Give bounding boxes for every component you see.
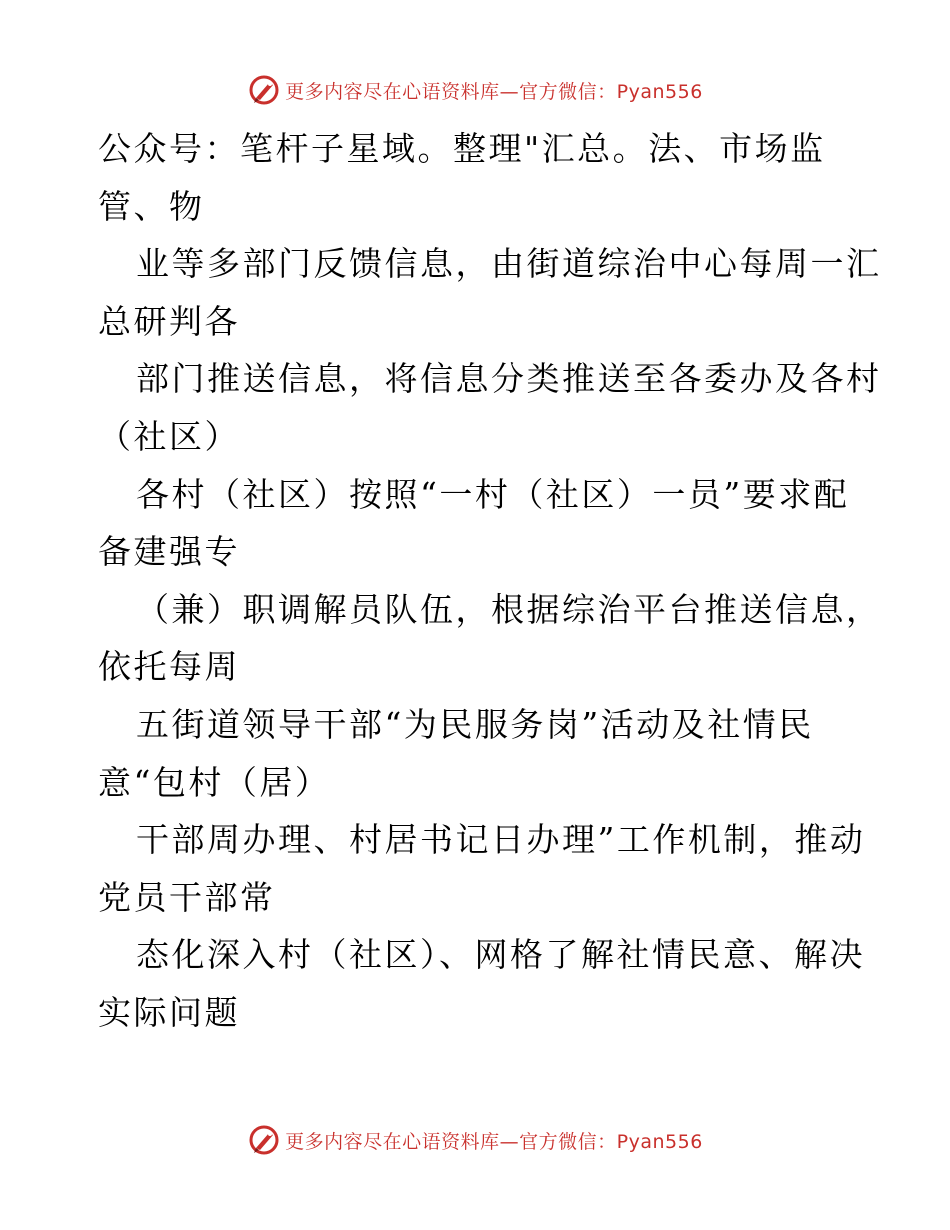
pen-seal-logo-icon <box>247 1123 281 1157</box>
paragraph-line: （兼）职调解员队伍，根据综治平台推送信息， <box>136 589 882 629</box>
header-watermark-banner <box>0 70 950 110</box>
paragraph-line: 实际问题 <box>98 992 240 1032</box>
paragraph-line: 五街道领导干部“为民服务岗”活动及社情民 <box>136 704 814 744</box>
paragraph-line: 态化深入村（社区）、网格了解社情民意、解决 <box>136 935 865 975</box>
paragraph-line: 党员干部常 <box>98 877 276 917</box>
paragraph-line: 部门推送信息，将信息分类推送至各委办及各村 <box>136 359 882 399</box>
paragraph-line: 管、物 <box>98 186 205 226</box>
footer-watermark-banner <box>0 1120 950 1160</box>
paragraph-line: 备建强专 <box>98 532 240 572</box>
paragraph-line: 干部周办理、村居书记日办理”工作机制，推动 <box>136 820 866 860</box>
paragraph-line: 依托每周 <box>98 647 240 687</box>
paragraph-line: 公众号：笔杆子星域。整理"汇总。法、市场监 <box>98 129 826 168</box>
footer-watermark-text: 更多内容尽在心语资料库—官方微信：Pyan556 <box>285 1130 703 1153</box>
paragraph-line: 各村（社区）按照“一村（社区）一员”要求配 <box>136 474 850 514</box>
pen-seal-logo-icon <box>247 73 281 107</box>
header-watermark-text: 更多内容尽在心语资料库—官方微信：Pyan556 <box>285 80 703 103</box>
paragraph-line: 意“包村（居） <box>98 762 331 802</box>
paragraph-line: 业等多部门反馈信息，由街道综治中心每周一汇 <box>136 244 882 284</box>
paragraph-line: （社区） <box>98 416 240 456</box>
document-body <box>98 120 882 1042</box>
paragraph-line: 总研判各 <box>98 301 240 341</box>
